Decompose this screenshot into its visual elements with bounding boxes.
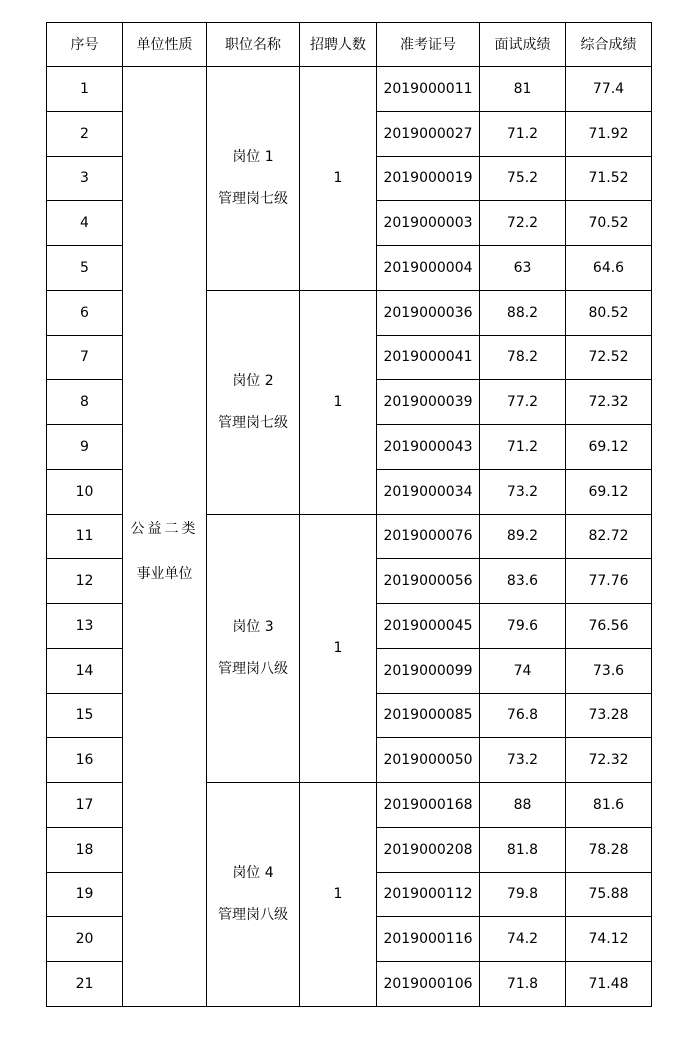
row-number: 14	[47, 648, 123, 693]
row-number: 17	[47, 783, 123, 828]
ticket-number: 2019000056	[377, 559, 480, 604]
ticket-number: 2019000045	[377, 604, 480, 649]
row-number: 19	[47, 872, 123, 917]
position-name-text	[207, 374, 299, 430]
total-score: 71.92	[566, 111, 652, 156]
interview-score: 79.6	[480, 604, 566, 649]
position-name-cell	[207, 290, 300, 514]
unit-type-line1: 公益二类	[130, 520, 199, 537]
row-number: 8	[47, 380, 123, 425]
position-name-cell	[207, 783, 300, 1007]
interview-score: 72.2	[480, 201, 566, 246]
ticket-number: 2019000041	[377, 335, 480, 380]
total-score: 70.52	[566, 201, 652, 246]
interview-score: 71.2	[480, 111, 566, 156]
position-name: 岗位 4	[232, 865, 274, 882]
position-name: 岗位 3	[232, 619, 274, 636]
interview-score: 88	[480, 783, 566, 828]
position-level: 管理岗八级	[218, 907, 288, 924]
results-table	[46, 22, 652, 1007]
total-score: 73.6	[566, 648, 652, 693]
total-score: 69.12	[566, 425, 652, 470]
total-score: 82.72	[566, 514, 652, 559]
header-position-name: 职位名称	[207, 23, 300, 67]
total-score: 71.48	[566, 962, 652, 1007]
row-number: 20	[47, 917, 123, 962]
ticket-number: 2019000208	[377, 827, 480, 872]
interview-score: 89.2	[480, 514, 566, 559]
table-row	[47, 67, 652, 112]
total-score: 75.88	[566, 872, 652, 917]
row-number: 6	[47, 290, 123, 335]
total-score: 72.32	[566, 380, 652, 425]
ticket-number: 2019000168	[377, 783, 480, 828]
ticket-number: 2019000116	[377, 917, 480, 962]
ticket-number: 2019000106	[377, 962, 480, 1007]
interview-score: 81	[480, 67, 566, 112]
ticket-number: 2019000039	[377, 380, 480, 425]
ticket-number: 2019000027	[377, 111, 480, 156]
total-score: 71.52	[566, 156, 652, 201]
ticket-number: 2019000085	[377, 693, 480, 738]
header-hiring-count: 招聘人数	[300, 23, 377, 67]
total-score: 80.52	[566, 290, 652, 335]
row-number: 11	[47, 514, 123, 559]
interview-score: 83.6	[480, 559, 566, 604]
total-score: 69.12	[566, 469, 652, 514]
row-number: 18	[47, 827, 123, 872]
ticket-number: 2019000003	[377, 201, 480, 246]
interview-score: 63	[480, 246, 566, 291]
header-ticket-number: 准考证号	[377, 23, 480, 67]
total-score: 64.6	[566, 246, 652, 291]
hiring-count-cell: 1	[300, 290, 377, 514]
header-unit-type: 单位性质	[123, 23, 207, 67]
position-level: 管理岗八级	[218, 661, 288, 678]
position-name-cell	[207, 67, 300, 291]
ticket-number: 2019000050	[377, 738, 480, 783]
interview-score: 76.8	[480, 693, 566, 738]
ticket-number: 2019000034	[377, 469, 480, 514]
ticket-number: 2019000112	[377, 872, 480, 917]
ticket-number: 2019000076	[377, 514, 480, 559]
row-number: 12	[47, 559, 123, 604]
ticket-number: 2019000099	[377, 648, 480, 693]
unit-type-line2: 事业单位	[136, 565, 193, 582]
unit-type-text	[123, 522, 206, 581]
row-number: 2	[47, 111, 123, 156]
total-score: 74.12	[566, 917, 652, 962]
hiring-count-cell: 1	[300, 514, 377, 783]
results-sheet	[46, 22, 651, 1006]
row-number: 3	[47, 156, 123, 201]
interview-score: 79.8	[480, 872, 566, 917]
ticket-number: 2019000004	[377, 246, 480, 291]
total-score: 72.32	[566, 738, 652, 783]
interview-score: 78.2	[480, 335, 566, 380]
table-body	[47, 67, 652, 1007]
interview-score: 81.8	[480, 827, 566, 872]
total-score: 72.52	[566, 335, 652, 380]
row-number: 16	[47, 738, 123, 783]
interview-score: 77.2	[480, 380, 566, 425]
total-score: 77.4	[566, 67, 652, 112]
total-score: 81.6	[566, 783, 652, 828]
hiring-count-cell: 1	[300, 783, 377, 1007]
interview-score: 74	[480, 648, 566, 693]
interview-score: 73.2	[480, 738, 566, 783]
position-name-text	[207, 150, 299, 206]
row-number: 21	[47, 962, 123, 1007]
interview-score: 74.2	[480, 917, 566, 962]
row-number: 7	[47, 335, 123, 380]
ticket-number: 2019000011	[377, 67, 480, 112]
row-number: 5	[47, 246, 123, 291]
position-name: 岗位 1	[232, 149, 274, 166]
interview-score: 75.2	[480, 156, 566, 201]
header-row	[47, 23, 652, 67]
header-interview-score: 面试成绩	[480, 23, 566, 67]
total-score: 76.56	[566, 604, 652, 649]
ticket-number: 2019000036	[377, 290, 480, 335]
row-number: 13	[47, 604, 123, 649]
position-name-cell	[207, 514, 300, 783]
header-total-score: 综合成绩	[566, 23, 652, 67]
interview-score: 73.2	[480, 469, 566, 514]
interview-score: 88.2	[480, 290, 566, 335]
ticket-number: 2019000043	[377, 425, 480, 470]
total-score: 77.76	[566, 559, 652, 604]
interview-score: 71.2	[480, 425, 566, 470]
hiring-count-cell: 1	[300, 67, 377, 291]
row-number: 4	[47, 201, 123, 246]
row-number: 15	[47, 693, 123, 738]
position-level: 管理岗七级	[218, 415, 288, 432]
interview-score: 71.8	[480, 962, 566, 1007]
row-number: 9	[47, 425, 123, 470]
unit-type-cell	[123, 67, 207, 1007]
position-name-text	[207, 620, 299, 676]
position-level: 管理岗七级	[218, 191, 288, 208]
position-name-text	[207, 866, 299, 922]
header-no: 序号	[47, 23, 123, 67]
total-score: 78.28	[566, 827, 652, 872]
position-name: 岗位 2	[232, 373, 274, 390]
row-number: 10	[47, 469, 123, 514]
row-number: 1	[47, 67, 123, 112]
ticket-number: 2019000019	[377, 156, 480, 201]
total-score: 73.28	[566, 693, 652, 738]
